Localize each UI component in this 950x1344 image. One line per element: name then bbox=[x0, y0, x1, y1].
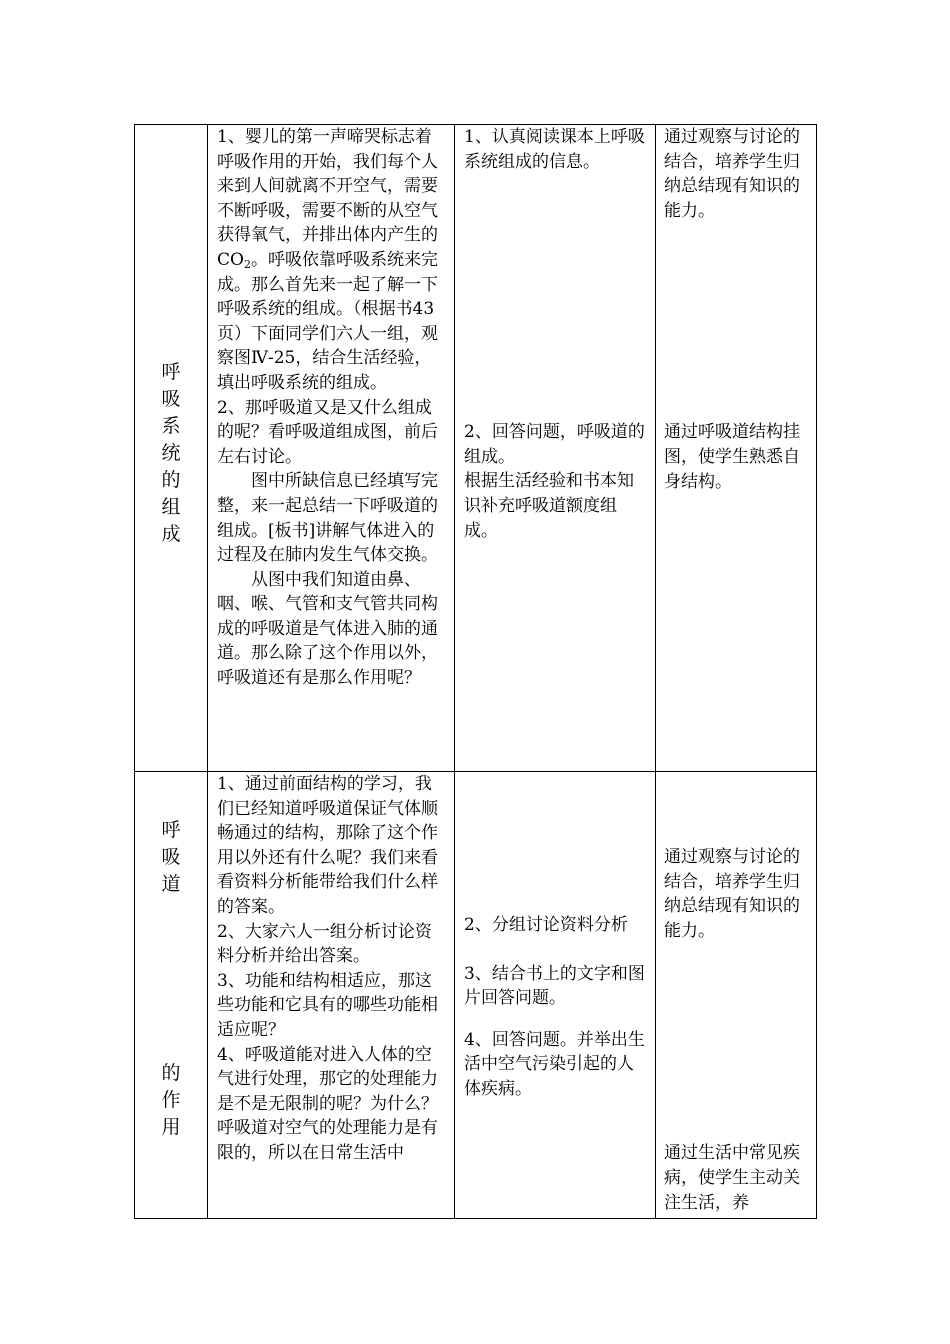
student-activity-cell bbox=[455, 772, 656, 1219]
lesson-table bbox=[134, 124, 817, 1219]
topic-cell bbox=[135, 125, 208, 772]
topic-cell bbox=[135, 772, 208, 1219]
paragraph: 通过观察与讨论的结合，培养学生归纳总结现有知识的能力。 bbox=[664, 127, 800, 221]
paragraph: 1、婴儿的第一声啼哭标志着呼吸作用的开始，我们每个人来到人间就离不开空气，需要不断呼吸，需要不断的从空气获得氧气，并排出体内产生的$CO_2$。呼吸依靠呼吸系统来完成。那么首先来一起了解一下呼吸系统的组成。（根据书43页）下面同学们六人一组，观察图Ⅳ-25，结合生活经验，填出呼吸系统的组成。 bbox=[217, 127, 438, 393]
design-intent-cell bbox=[656, 125, 817, 772]
topic-label-top: 呼 吸 道 bbox=[161, 819, 181, 895]
paragraph: 根据生活经验和书本知识补充呼吸道额度组成。 bbox=[464, 471, 634, 541]
teacher-activity-cell bbox=[208, 772, 455, 1219]
paragraph: 通过呼吸道结构挂图，使学生熟悉自身结构。 bbox=[664, 422, 800, 492]
paragraph: 通过生活中常见疾病，使学生主动关注生活，养 bbox=[664, 1143, 800, 1213]
student-activity-cell bbox=[455, 125, 656, 772]
table-row bbox=[135, 772, 817, 1219]
paragraph: 4、呼吸道能对进入人体的空气进行处理，那它的处理能力是不是无限制的呢？为什么？ bbox=[217, 1044, 438, 1114]
paragraph: 2、回答问题，呼吸道的组成。 bbox=[464, 422, 645, 467]
paragraph: 4、回答问题。并举出生活中空气污染引起的人体疾病。 bbox=[464, 1029, 645, 1099]
paragraph: 从图中我们知道由鼻、咽、喉、气管和支气管共同构成的呼吸道是气体进入肺的通道。那么除了这个作用以外，呼吸道还有是那么作用呢？ bbox=[217, 569, 438, 689]
paragraph: 通过观察与讨论的结合，培养学生归纳总结现有知识的能力。 bbox=[664, 847, 800, 941]
topic-label: 呼 吸 系 统 的 组 成 bbox=[161, 361, 181, 545]
paragraph: 图中所缺信息已经填写完整，来一起总结一下呼吸道的组成。[板书]讲解气体进入的过程及在肺内发生气体交换。 bbox=[217, 471, 438, 566]
design-intent-cell bbox=[656, 772, 817, 1219]
paragraph: 2、分组讨论资料分析 bbox=[464, 915, 628, 935]
paragraph: 2、大家六人一组分析讨论资料分析并给出答案。 bbox=[217, 921, 432, 967]
paragraph: 2、那呼吸道又是又什么组成的呢？看呼吸道组成图，前后左右讨论。 bbox=[217, 397, 438, 467]
paragraph: 1、通过前面结构的学习，我们已经知道呼吸道保证气体顺畅通过的结构，那除了这个作用以外还有什么呢？我们来看看资料分析能带给我们什么样的答案。 bbox=[217, 774, 438, 917]
paragraph: 呼吸道对空气的处理能力是有限的，所以在日常生活中 bbox=[217, 1118, 438, 1163]
topic-label-bottom: 的 作 用 bbox=[161, 1062, 181, 1138]
paragraph: 3、结合书上的文字和图片回答问题。 bbox=[464, 963, 645, 1009]
paragraph: 1、认真阅读课本上呼吸系统组成的信息。 bbox=[464, 127, 645, 172]
table-row bbox=[135, 125, 817, 772]
paragraph: 3、功能和结构相适应，那这些功能和它具有的哪些功能相适应呢？ bbox=[217, 970, 438, 1040]
teacher-activity-cell bbox=[208, 125, 455, 772]
